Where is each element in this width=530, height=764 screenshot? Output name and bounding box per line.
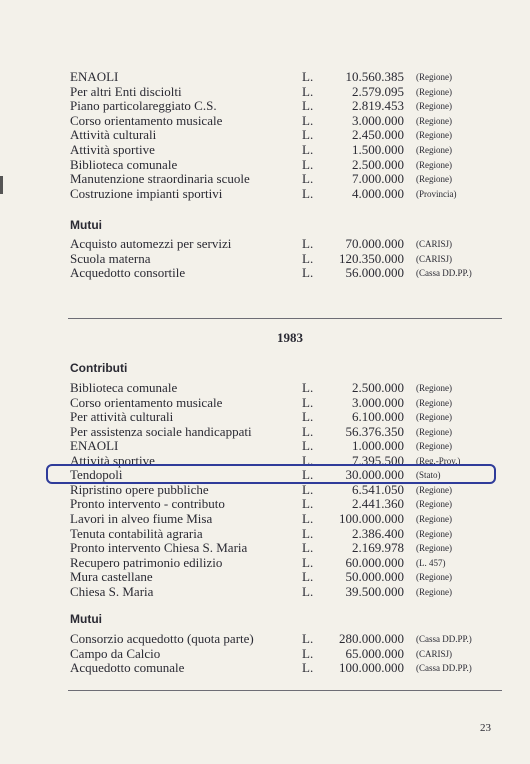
amount: 50.000.000 <box>345 569 404 585</box>
currency: L. <box>302 496 314 512</box>
item-name: Acquedotto comunale <box>70 660 185 675</box>
funding-source: (Stato) <box>416 470 441 481</box>
amount: 100.000.000 <box>339 510 404 526</box>
item-name: Pronto intervento Chiesa S. Maria <box>70 540 248 556</box>
funding-source: (Regione) <box>416 528 452 539</box>
mutui-heading-2: Mutui <box>70 612 102 626</box>
item-name: Mura castellane <box>70 569 153 585</box>
funding-source: (Regione) <box>416 499 452 510</box>
currency: L. <box>302 583 314 599</box>
amount: 2.500.000 <box>352 380 404 395</box>
amount: 39.500.000 <box>345 583 404 599</box>
currency: L. <box>302 171 314 187</box>
amount: 280.000.000 <box>339 631 404 646</box>
table-row <box>0 439 530 453</box>
amount: 56.376.350 <box>345 423 404 439</box>
amount: 7.395.500 <box>352 452 404 468</box>
currency: L. <box>302 554 314 570</box>
item-name: Per altri Enti disciolti <box>70 83 182 99</box>
item-name: Biblioteca comunale <box>70 156 178 172</box>
amount: 6.541.050 <box>352 481 404 497</box>
currency: L. <box>302 423 314 439</box>
funding-source: (Regione) <box>416 412 452 423</box>
table-row <box>0 527 530 541</box>
funding-source: (Regione) <box>416 72 452 82</box>
amount: 70.000.000 <box>345 236 404 251</box>
currency: L. <box>302 83 314 99</box>
currency: L. <box>302 236 314 251</box>
item-name: Manutenzione straordinaria scuole <box>70 171 250 187</box>
funding-source: (Cassa DD.PP.) <box>416 634 472 644</box>
currency: L. <box>302 540 314 556</box>
table-row <box>0 570 530 584</box>
funding-source: (Reg.-Prov.) <box>416 455 461 466</box>
funding-source: (Regione) <box>416 441 452 452</box>
funding-source: (Regione) <box>416 101 452 112</box>
item-name: Tenuta contabilità agraria <box>70 525 203 541</box>
amount: 2.450.000 <box>352 127 404 143</box>
table-row <box>0 266 530 280</box>
funding-source: (Regione) <box>416 484 452 495</box>
bottom-divider <box>68 690 502 691</box>
funding-source: (Regione) <box>416 159 452 170</box>
amount: 2.579.095 <box>352 83 404 99</box>
item-name: Attività culturali <box>70 127 157 143</box>
table-row <box>0 237 530 251</box>
currency: L. <box>302 98 314 114</box>
currency: L. <box>302 409 314 425</box>
amount: 7.000.000 <box>352 171 404 187</box>
amount: 10.560.385 <box>345 69 404 84</box>
currency: L. <box>302 127 314 143</box>
table-row <box>0 114 530 128</box>
table-row <box>0 99 530 113</box>
table-row <box>0 647 530 661</box>
funding-source: (Regione) <box>416 397 452 408</box>
currency: L. <box>302 112 314 128</box>
amount: 30.000.000 <box>345 467 404 483</box>
funding-source: (Cassa DD.PP.) <box>416 268 472 278</box>
currency: L. <box>302 525 314 541</box>
amount: 120.350.000 <box>339 250 404 266</box>
item-name: Piano particolareggiato C.S. <box>70 98 217 114</box>
table-row <box>0 172 530 186</box>
funding-source: (Regione) <box>416 383 452 393</box>
item-name: Campo da Calcio <box>70 645 161 661</box>
funding-source: (Regione) <box>416 86 452 97</box>
item-name: Attività sportive <box>70 142 155 157</box>
page-number: 23 <box>480 722 491 734</box>
currency: L. <box>302 569 314 585</box>
currency: L. <box>302 185 314 201</box>
table-row <box>0 128 530 142</box>
table-row <box>0 483 530 497</box>
item-name: ENAOLI <box>70 438 119 454</box>
funding-source: (L. 457) <box>416 557 446 568</box>
currency: L. <box>302 69 314 84</box>
funding-source: (Regione) <box>416 130 452 141</box>
amount: 1.500.000 <box>352 142 404 157</box>
currency: L. <box>302 380 314 395</box>
funding-source: (Regione) <box>416 586 452 597</box>
table-row <box>0 143 530 157</box>
table-row <box>0 396 530 410</box>
amount: 2.386.400 <box>352 525 404 541</box>
currency: L. <box>302 467 314 483</box>
contributi-heading: Contributi <box>70 361 128 375</box>
item-name: Pronto intervento - contributo <box>70 496 225 512</box>
item-name: Corso orientamento musicale <box>70 112 223 128</box>
funding-source: (Regione) <box>416 174 452 185</box>
section-divider <box>68 318 502 319</box>
amount: 2.441.360 <box>352 496 404 512</box>
funding-source: (Regione) <box>416 115 452 126</box>
funding-source: (Regione) <box>416 513 452 524</box>
amount: 1.000.000 <box>352 438 404 454</box>
amount: 3.000.000 <box>352 112 404 128</box>
item-name: Per attività culturali <box>70 409 174 425</box>
item-name: ENAOLI <box>70 69 119 84</box>
year-heading: 1983 <box>277 330 303 345</box>
item-name: Consorzio acquedotto (quota parte) <box>70 631 254 646</box>
currency: L. <box>302 438 314 454</box>
funding-source: (Regione) <box>416 426 452 437</box>
table-row <box>0 556 530 570</box>
currency: L. <box>302 631 314 646</box>
amount: 6.100.000 <box>352 409 404 425</box>
item-name: Ripristino opere pubbliche <box>70 481 209 497</box>
currency: L. <box>302 156 314 172</box>
table-row <box>0 541 530 555</box>
currency: L. <box>302 481 314 497</box>
amount: 3.000.000 <box>352 394 404 410</box>
table-row <box>0 252 530 266</box>
amount: 60.000.000 <box>345 554 404 570</box>
funding-source: (Regione) <box>416 543 452 554</box>
item-name: Per assistenza sociale handicappati <box>70 423 252 439</box>
item-name: Chiesa S. Maria <box>70 583 154 599</box>
amount: 100.000.000 <box>339 660 404 675</box>
table-row <box>0 85 530 99</box>
item-name: Tendopoli <box>70 467 123 483</box>
funding-source: (CARISJ) <box>416 253 453 264</box>
currency: L. <box>302 394 314 410</box>
item-name: Biblioteca comunale <box>70 380 178 395</box>
table-row <box>0 512 530 526</box>
amount: 2.169.978 <box>352 540 404 556</box>
table-row <box>0 381 530 395</box>
item-name: Costruzione impianti sportivi <box>70 185 223 201</box>
table-row <box>0 187 530 201</box>
item-name: Attività sportive <box>70 452 155 468</box>
table-row <box>0 158 530 172</box>
funding-source: (CARISJ) <box>416 239 453 249</box>
funding-source: (Regione) <box>416 145 452 155</box>
table-row <box>0 661 530 675</box>
item-name: Scuola materna <box>70 250 151 266</box>
mutui-heading-1: Mutui <box>70 218 102 232</box>
table-row <box>0 585 530 599</box>
table-row <box>0 632 530 646</box>
item-name: Acquisto automezzi per servizi <box>70 236 232 251</box>
currency: L. <box>302 142 314 157</box>
currency: L. <box>302 510 314 526</box>
amount: 2.819.453 <box>352 98 404 114</box>
table-row <box>0 425 530 439</box>
amount: 56.000.000 <box>345 265 404 280</box>
funding-source: (CARISJ) <box>416 648 453 659</box>
funding-source: (Provincia) <box>416 188 457 199</box>
currency: L. <box>302 645 314 661</box>
funding-source: (Cassa DD.PP.) <box>416 663 472 673</box>
item-name: Corso orientamento musicale <box>70 394 223 410</box>
item-name: Lavori in alveo fiume Misa <box>70 510 213 526</box>
table-row <box>0 70 530 84</box>
table-row <box>0 410 530 424</box>
funding-source: (Regione) <box>416 572 452 583</box>
item-name: Recupero patrimonio edilizio <box>70 554 223 570</box>
amount: 65.000.000 <box>345 645 404 661</box>
currency: L. <box>302 265 314 280</box>
tendopoli-highlight-box <box>46 464 496 484</box>
currency: L. <box>302 452 314 468</box>
table-row <box>0 497 530 511</box>
item-name: Acquedotto consortile <box>70 265 186 280</box>
currency: L. <box>302 660 314 675</box>
amount: 2.500.000 <box>352 156 404 172</box>
currency: L. <box>302 250 314 266</box>
amount: 4.000.000 <box>352 185 404 201</box>
